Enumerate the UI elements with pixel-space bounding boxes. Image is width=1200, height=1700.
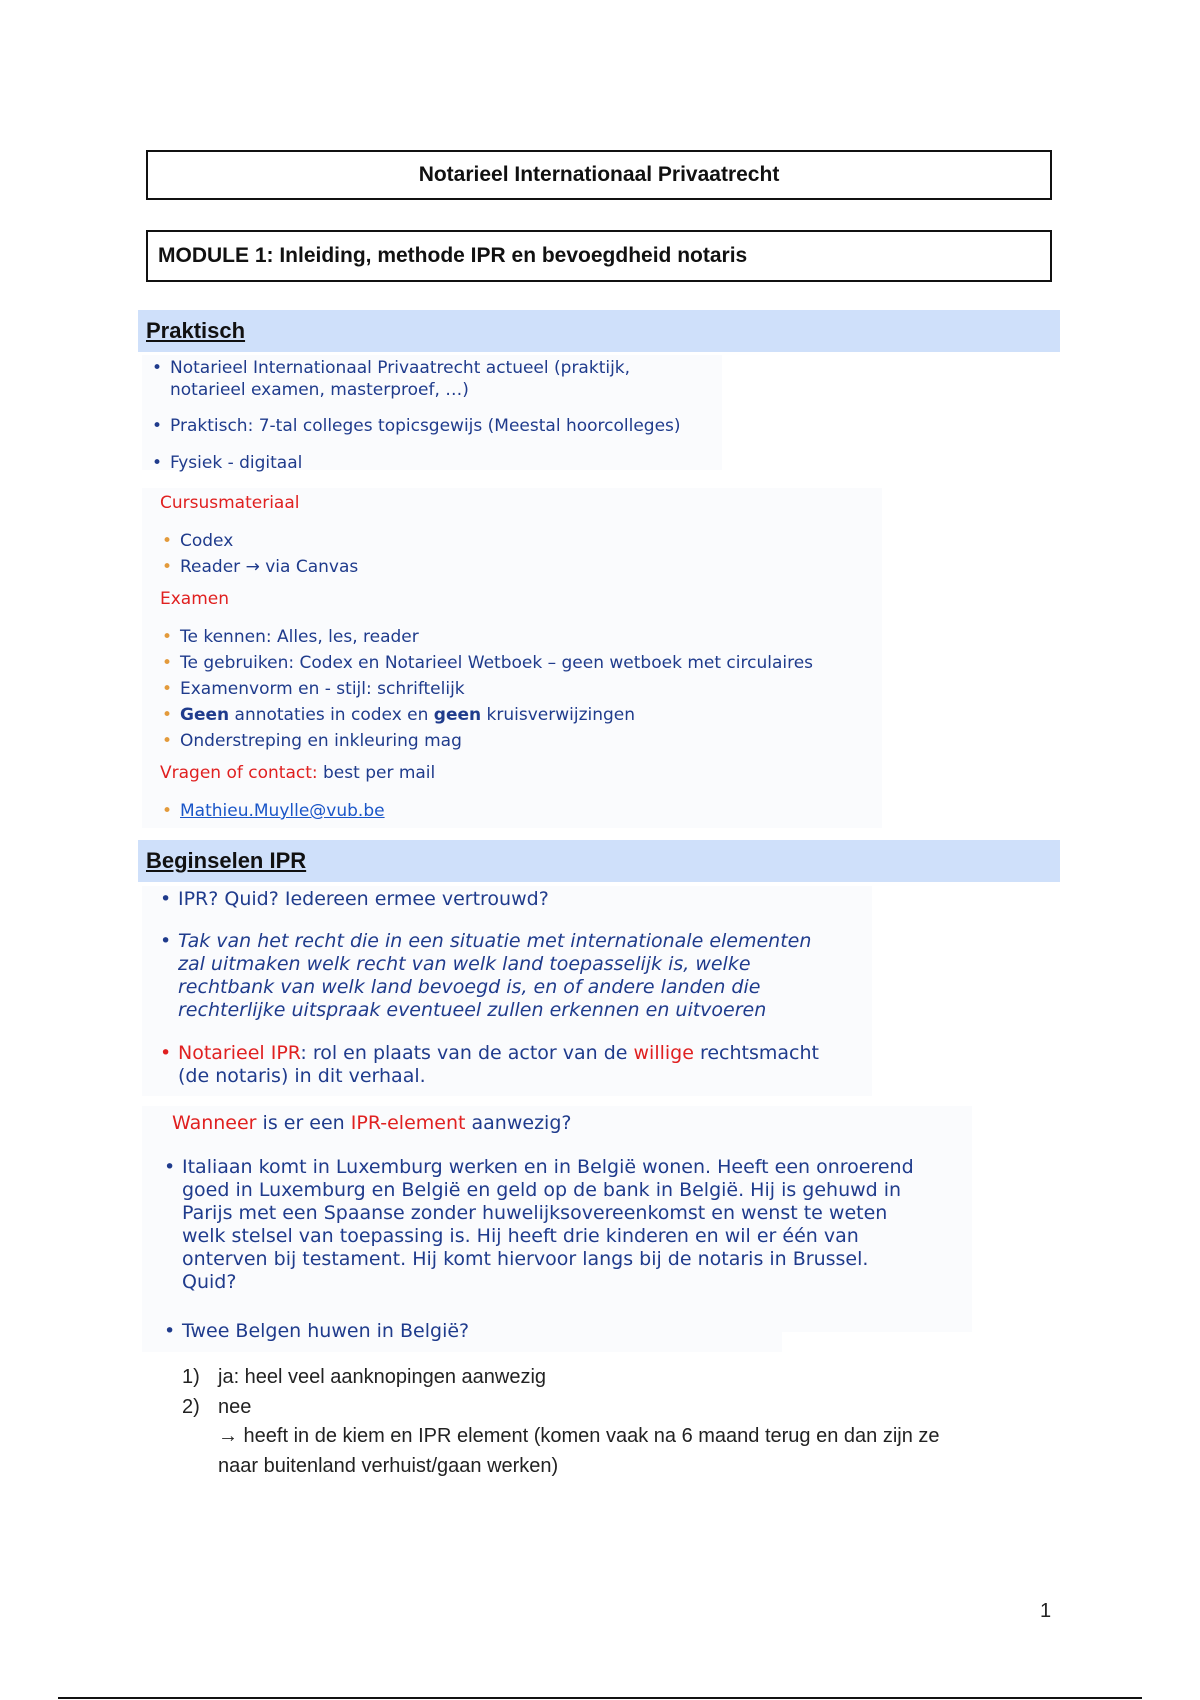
section-heading: Praktisch — [146, 318, 246, 343]
emphasis: Geen — [180, 705, 230, 725]
slide-praktisch-details — [142, 488, 882, 828]
bullet-item: • IPR? Quid? Iedereen ermee vertrouwd? — [178, 888, 549, 911]
ipr-element-term: IPR-element — [350, 1112, 466, 1134]
definition-line: rechterlijke uitspraak eventueel zullen erkennen en uitvoeren — [178, 999, 767, 1021]
email-item — [180, 800, 385, 822]
slide-twee-belgen — [142, 1316, 782, 1352]
answer-number: 1) — [182, 1366, 200, 1388]
question-line — [172, 1112, 571, 1135]
bullet-item: • Fysiek - digitaal — [170, 452, 302, 474]
case-line: goed in Luxemburg en België en geld op de bank in België. Hij is gehuwd in — [182, 1179, 902, 1201]
definition-line: • Tak van het recht die in een situatie met internationale elementen — [178, 930, 812, 952]
case-bullet — [182, 1156, 914, 1294]
answer-note: → heeft in de kiem en IPR element (komen vaak na 6 maand terug en dan zijn ze — [218, 1425, 940, 1447]
answer-text: nee — [218, 1396, 252, 1418]
vragen-label: Vragen of contact: — [160, 763, 318, 783]
text: rechtsmacht — [693, 1042, 819, 1064]
text: is er een — [256, 1112, 351, 1134]
case-line: onterven bij testament. Hij komt hiervoor langs bij de notaris in Brussel. — [182, 1248, 869, 1270]
bullet-item: • Twee Belgen huwen in België? — [182, 1320, 469, 1343]
bullet-text: • Notarieel Internationaal Privaatrecht actueel (praktijk, — [170, 358, 631, 378]
module-title: MODULE 1: Inleiding, methode IPR en bevoegdheid notaris — [146, 230, 1052, 282]
bullet-item — [170, 357, 630, 401]
notarieel-ipr-bullet — [178, 1042, 819, 1088]
examen-label: Examen — [160, 589, 230, 609]
case-line: • Italiaan komt in Luxemburg werken en in België wonen. Heeft een onroerend — [182, 1156, 914, 1178]
definition-bullet — [178, 930, 811, 1022]
text: aanwezig? — [465, 1112, 572, 1134]
examen-item — [180, 704, 635, 726]
examen-item: • Examenvorm en - stijl: schriftelijk — [180, 678, 465, 700]
email-link[interactable]: Mathieu.Muylle@vub.be — [180, 801, 385, 821]
page-number: 1 — [1040, 1600, 1052, 1622]
cursus-item: • Reader → via Canvas — [180, 556, 358, 578]
document-title: Notarieel Internationaal Privaatrecht — [146, 150, 1052, 200]
line — [178, 1042, 819, 1065]
text: : rol en plaats van de actor van de — [300, 1042, 634, 1064]
examen-item: • Onderstreping en inkleuring mag — [180, 730, 462, 752]
slide-praktisch-intro — [142, 355, 722, 473]
cursus-label: Cursusmateriaal — [160, 493, 300, 513]
examen-item: • Te gebruiken: Codex en Notarieel Wetboek – geen wetboek met circulaires — [180, 652, 813, 674]
vragen-text: best per mail — [317, 763, 436, 783]
case-line: welk stelsel van toepassing is. Hij heeft drie kinderen en wil er één van — [182, 1225, 859, 1247]
definition-line: rechtbank van welk land bevoegd is, en of andere landen die — [178, 976, 761, 998]
emphasis: geen — [433, 705, 482, 725]
vragen-line — [160, 762, 435, 784]
line: (de notaris) in dit verhaal. — [178, 1065, 426, 1087]
cursus-item: • Codex — [180, 530, 233, 552]
slide-beginselen-intro — [142, 886, 872, 1096]
answer-text: ja: heel veel aanknopingen aanwezig — [218, 1366, 547, 1388]
bullet-text: notarieel examen, masterproef, …) — [170, 380, 469, 400]
answer-note: naar buitenland verhuist/gaan werken) — [218, 1455, 559, 1477]
case-line: Parijs met een Spaanse zonder huwelijksovereenkomst en wenst te weten — [182, 1202, 888, 1224]
answer-number: 2) — [182, 1396, 200, 1418]
section-header-beginselen — [138, 840, 1060, 882]
text: kruisverwijzingen — [481, 705, 636, 725]
section-heading: Beginselen IPR — [146, 848, 307, 873]
section-header-praktisch — [138, 310, 1060, 352]
footer-divider — [58, 1697, 1142, 1699]
examen-item: • Te kennen: Alles, les, reader — [180, 626, 419, 648]
wanneer: Wanneer — [172, 1112, 257, 1134]
case-line: Quid? — [182, 1271, 237, 1293]
text: annotaties in codex en — [229, 705, 434, 725]
bullet-item: • Praktisch: 7-tal colleges topicsgewijs (Meestal hoorcolleges) — [170, 415, 681, 437]
notarieel-ipr-term: Notarieel IPR — [178, 1042, 301, 1064]
willige-term: willige — [633, 1042, 694, 1064]
slide-ipr-element — [142, 1106, 972, 1332]
definition-line: zal uitmaken welk recht van welk land toepasselijk is, welke — [178, 953, 751, 975]
